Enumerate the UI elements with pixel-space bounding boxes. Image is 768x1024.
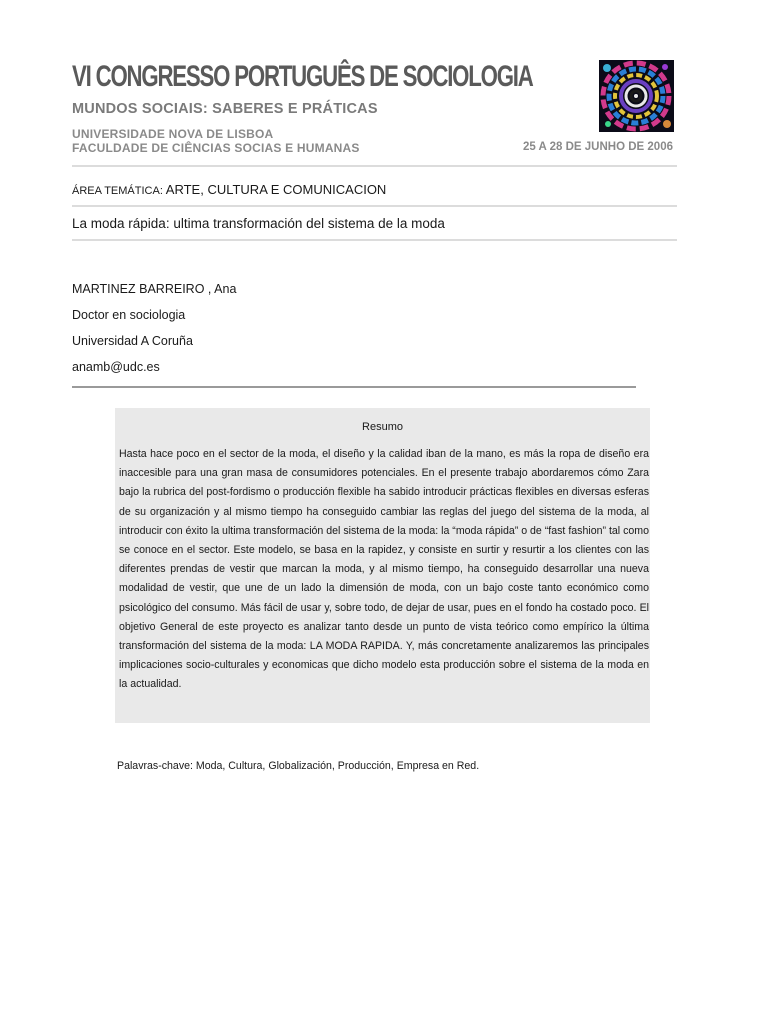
faculty-name: FACULDADE DE CIÊNCIAS SOCIAS E HUMANAS — [72, 141, 360, 155]
title-divider — [72, 239, 677, 241]
congress-subtitle: MUNDOS SOCIAIS: SABERES E PRÁTICAS — [72, 101, 378, 117]
area-divider — [72, 205, 677, 207]
paper-title: La moda rápida: ultima transformación del sistema de la moda — [72, 216, 445, 231]
author-degree: Doctor en sociologia — [72, 308, 186, 322]
thematic-area-value: ARTE, CULTURA E COMUNICACION — [165, 182, 387, 197]
abstract-box — [115, 408, 650, 723]
abstract-heading: Resumo — [362, 421, 403, 433]
concentric-rings-logo-icon — [599, 60, 674, 132]
author-divider — [72, 386, 636, 388]
author-email: anamb@udc.es — [72, 360, 160, 374]
congress-title: VI CONGRESSO PORTUGUÊS DE SOCIOLOGIA — [72, 60, 533, 93]
congress-dates: 25 A 28 DE JUNHO DE 2006 — [523, 141, 673, 153]
author-name: MARTINEZ BARREIRO , Ana — [72, 282, 237, 296]
abstract-body: Hasta hace poco en el sector de la moda, el diseño y la calidad iban de la mano, es más la ropa de diseño era inaccesible para una gran masa de consumidores potenciales. En el presente trabajo abordaremos cómo Zara bajo la rubrica del post-fordismo o producción flexible ha sabido introducir prácticas flexibles en diversas esferas de su organización y al mismo tiempo ha conseguido cambiar las reglas del juego del sistema de la moda, al introducir con éxito la ultima transformación del sistema de la moda: la “moda rápida” o de “fast fashion” tal como se conoce en el sector. Este modelo, se basa en la rapidez, y consiste en surtir y resurtir a los clientes con las diferentes prendas de vestir que marcan la moda, y al mismo tiempo, ha conseguido desarrollar una nueva modalidad de vestir, que une de un lado la dimensión de moda, con un bajo coste tanto económico como psicológico del consumo. Más fácil de usar y, sobre todo, de dejar de usar, pues en el fondo ha costado poco. El objetivo General de este proyecto es analizar tanto desde un punto de vista teórico como empírico la última transformación del sistema de la moda: LA MODA RAPIDA. Y, más concretamente analizaremos las principales implicaciones socio-culturales y economicas que dicho modelo esta producción sobre el sistema de la moda en la actualidad. — [119, 448, 649, 691]
university-name: UNIVERSIDADE NOVA DE LISBOA — [72, 127, 274, 141]
header-divider — [72, 165, 677, 167]
keywords: Palavras-chave: Moda, Cultura, Globalización, Producción, Empresa en Red. — [117, 760, 480, 772]
author-institution: Universidad A Coruña — [72, 334, 193, 348]
thematic-area-label: ÁREA TEMÁTICA: — [72, 185, 163, 197]
thematic-area — [72, 182, 386, 197]
